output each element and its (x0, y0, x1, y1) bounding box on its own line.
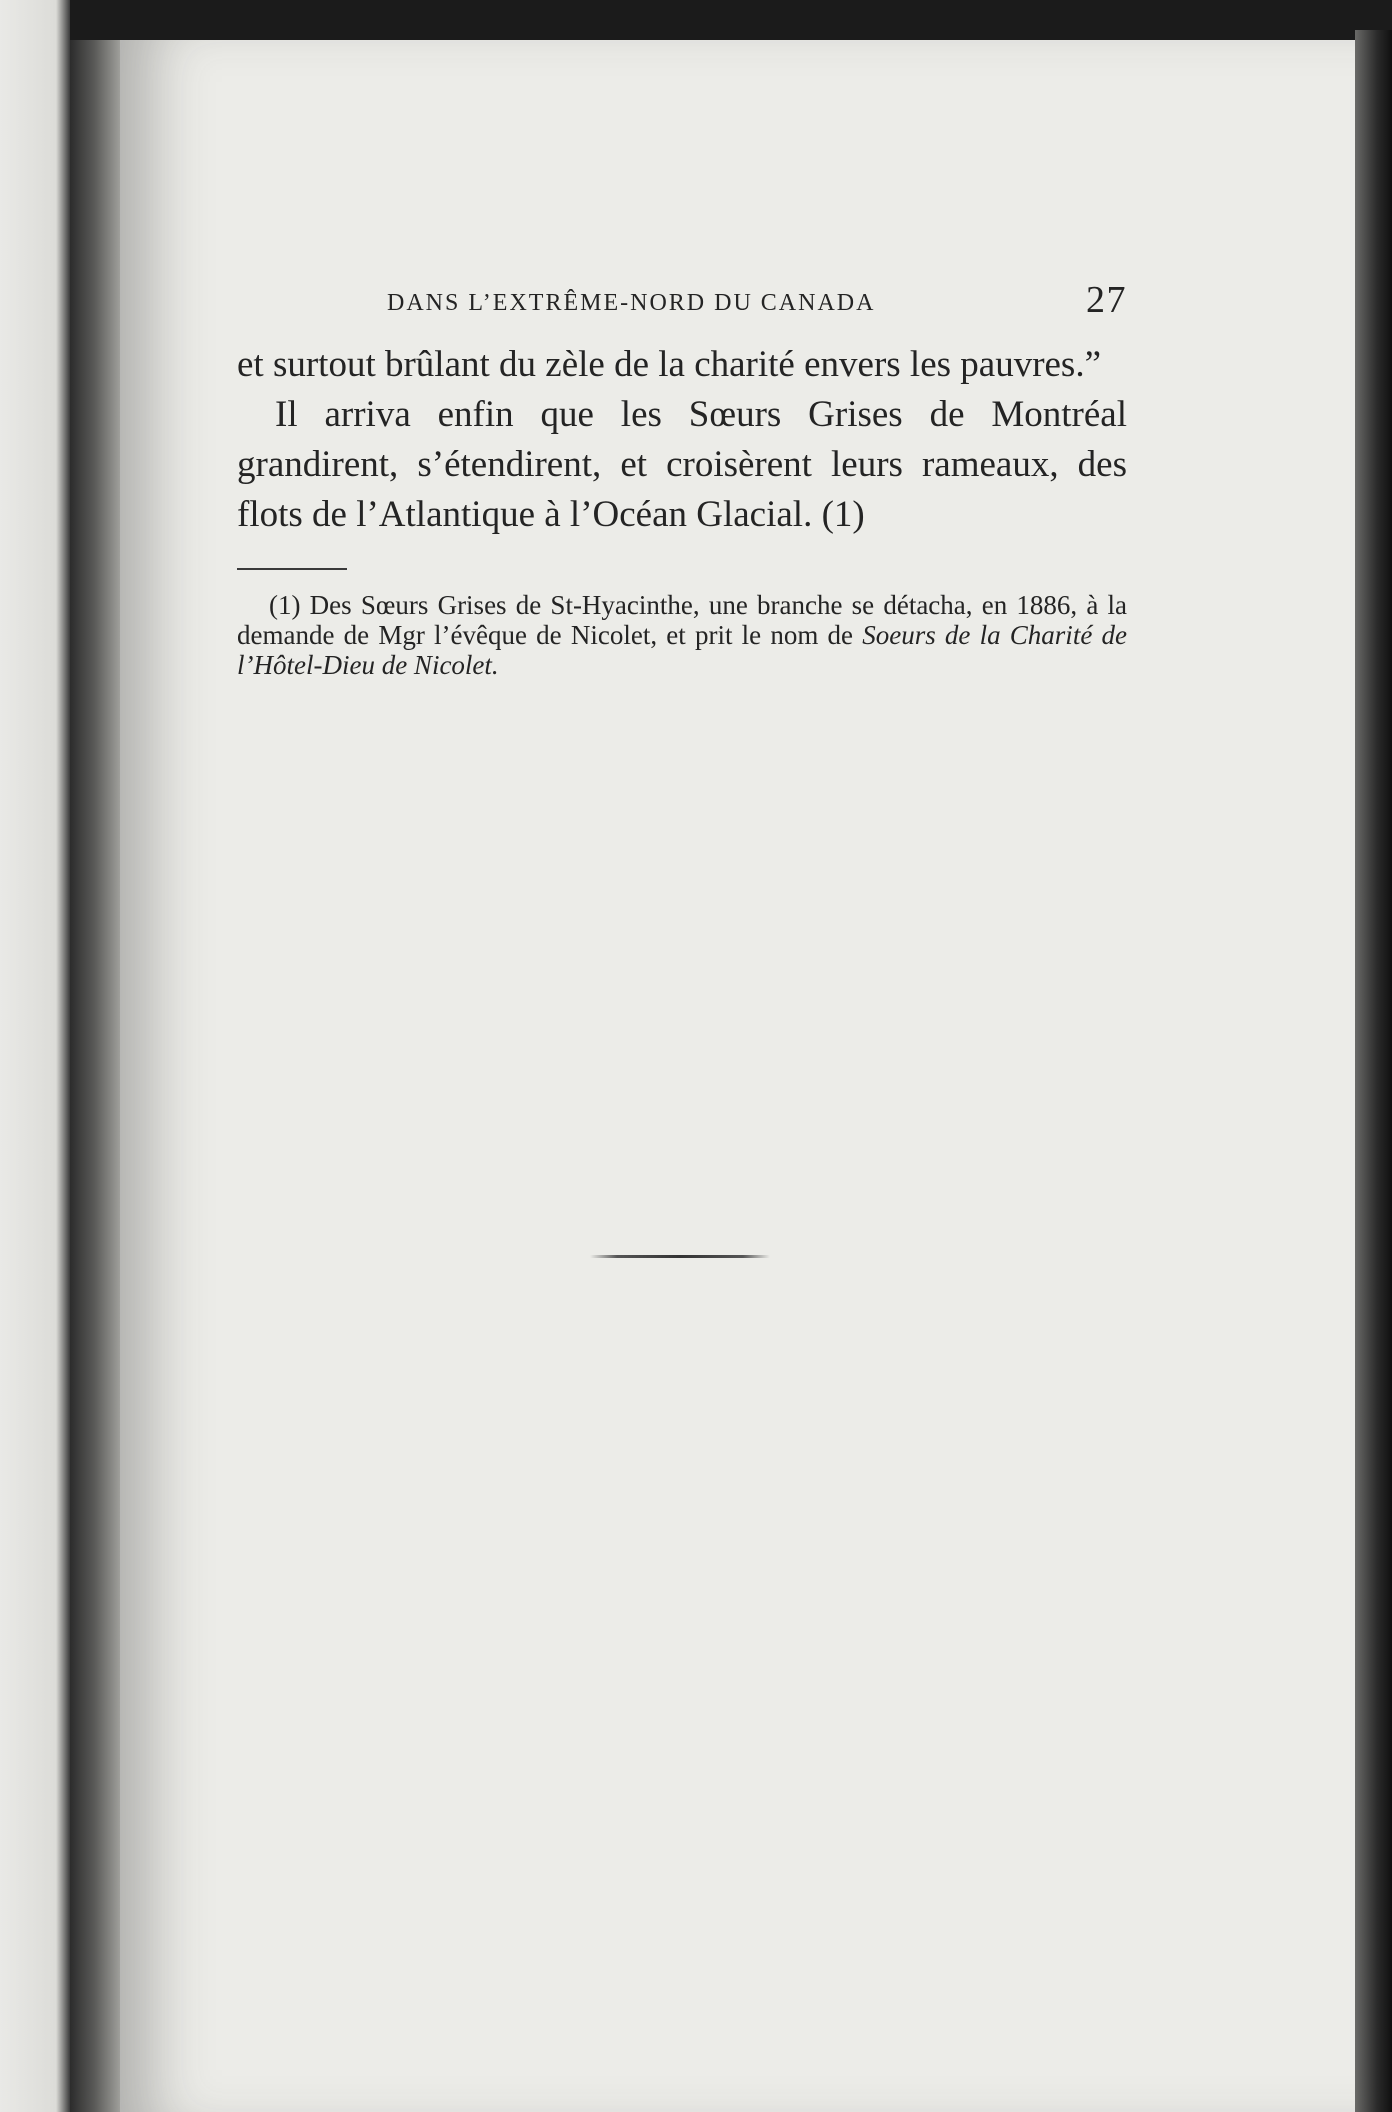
footnote-text: (1) Des Sœurs Grises de St-Hyacinthe, une branche se détacha, en 1886, à la demande de Mgr l’évêque de Nicolet, et prit le nom de (237, 590, 1127, 650)
running-head-title: DANS L’EXTRÊME-NORD DU CANADA (387, 290, 876, 316)
paragraph-2: Il arriva enfin que les Sœurs Grises de Montréal grandirent, s’étendirent, et croisèrent leurs rameaux, des flots de l’Atlantique à l’Océan Glacial. (1) (237, 394, 1127, 535)
section-ornament-rule (590, 1255, 770, 1258)
left-page-edge (0, 0, 70, 2112)
running-head (237, 270, 1127, 330)
page-number: 27 (1086, 279, 1127, 321)
paragraph-1: et surtout brûlant du zèle de la charité envers les pauvres.” (237, 344, 1102, 385)
text-block (237, 270, 1127, 680)
footnote (237, 590, 1127, 680)
footnote-italic-title: Soeurs de la Charité de l’Hôtel-Dieu de Nicolet. (237, 620, 1127, 680)
footnote-rule (237, 568, 347, 570)
right-page-edge (1355, 30, 1392, 2112)
